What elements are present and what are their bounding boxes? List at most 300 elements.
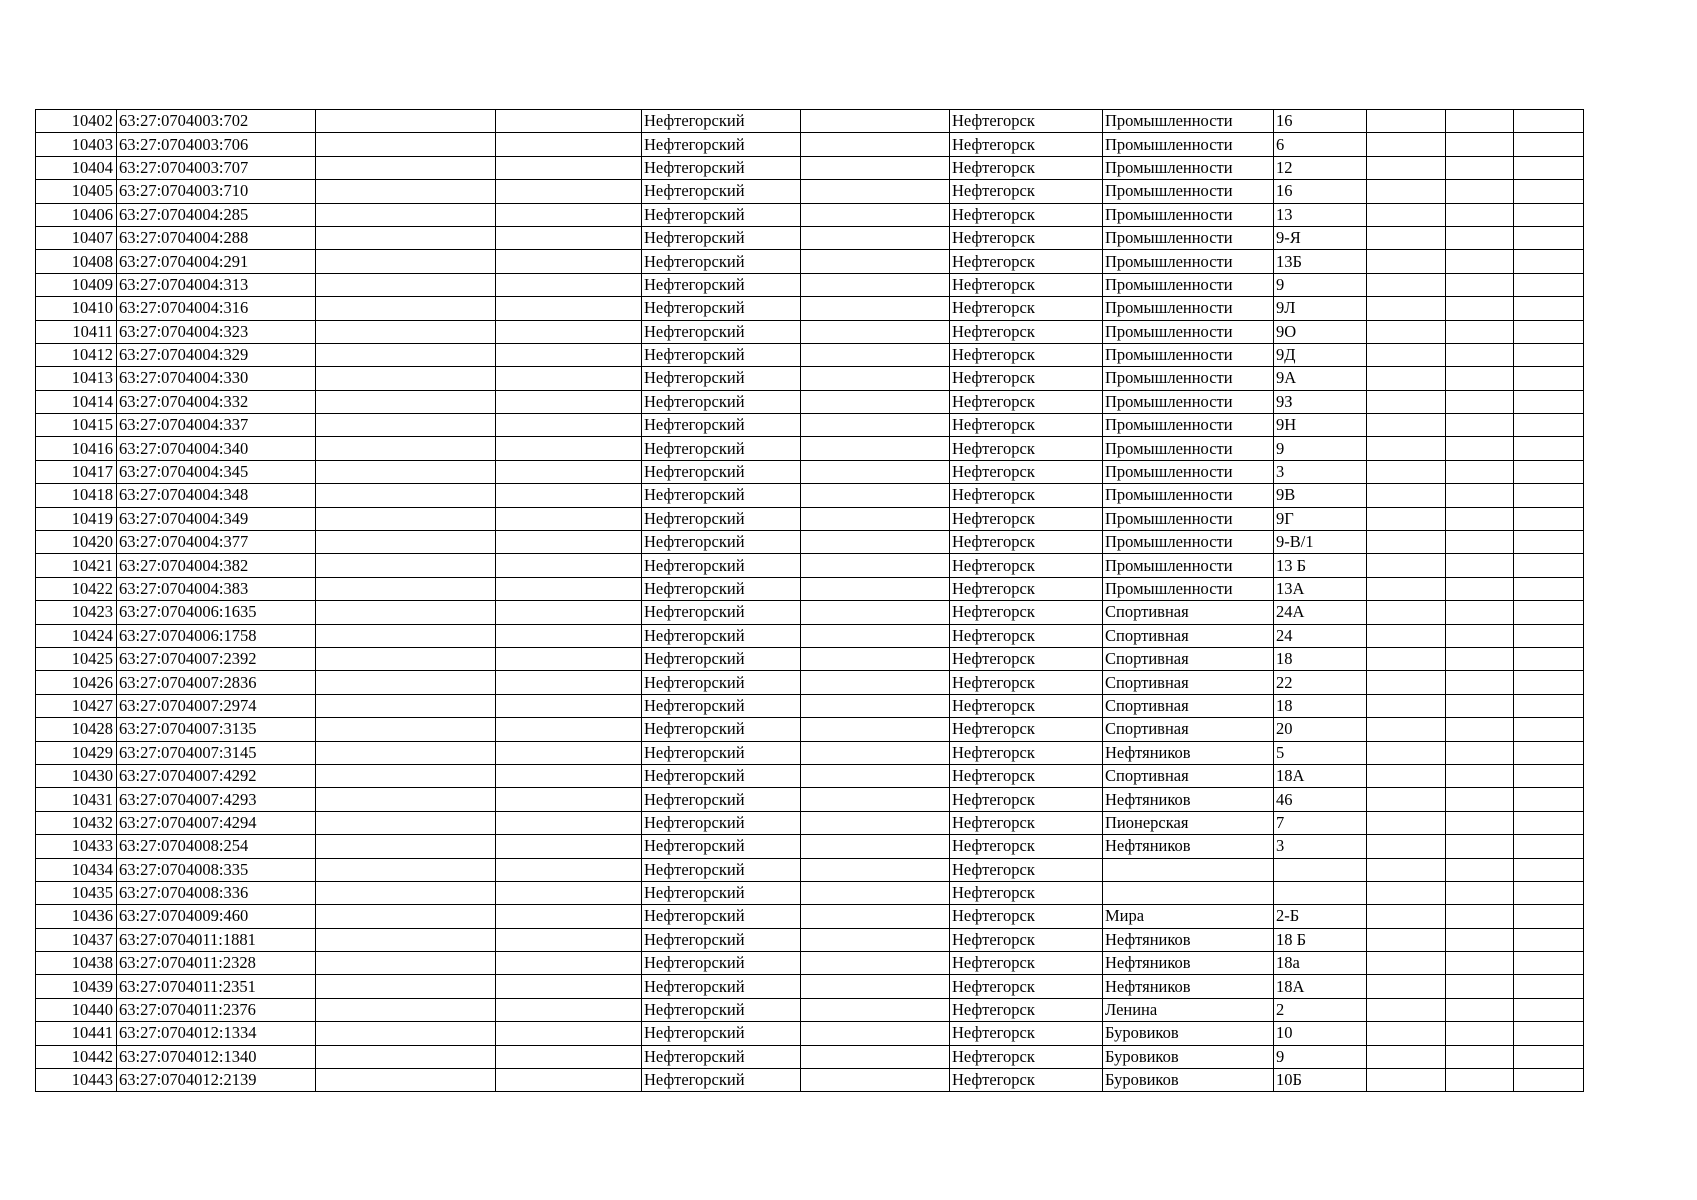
street-cell: Спортивная	[1103, 624, 1274, 647]
empty-cell	[496, 788, 642, 811]
record-number-cell: 10422	[36, 577, 117, 600]
street-cell: Промышленности	[1103, 156, 1274, 179]
street-cell: Промышленности	[1103, 484, 1274, 507]
district-cell: Нефтегорский	[642, 554, 801, 577]
street-cell: Спортивная	[1103, 671, 1274, 694]
district-cell: Нефтегорский	[642, 531, 801, 554]
empty-cell	[1446, 1069, 1514, 1092]
table-row	[36, 414, 1584, 437]
table-row	[36, 694, 1584, 717]
record-number-cell: 10433	[36, 835, 117, 858]
empty-cell	[316, 203, 496, 226]
empty-cell	[801, 110, 950, 133]
empty-cell	[1367, 531, 1446, 554]
city-cell: Нефтегорск	[950, 881, 1103, 904]
empty-cell	[316, 1045, 496, 1068]
city-cell: Нефтегорск	[950, 975, 1103, 998]
empty-cell	[1446, 718, 1514, 741]
empty-cell	[1514, 1022, 1584, 1045]
empty-cell	[1514, 531, 1584, 554]
cadastral-number-cell: 63:27:0704003:706	[117, 133, 316, 156]
empty-cell	[496, 320, 642, 343]
empty-cell	[1446, 414, 1514, 437]
empty-cell	[316, 671, 496, 694]
record-number-cell: 10425	[36, 647, 117, 670]
record-number-cell: 10417	[36, 460, 117, 483]
empty-cell	[1446, 297, 1514, 320]
empty-cell	[316, 858, 496, 881]
district-cell: Нефтегорский	[642, 226, 801, 249]
city-cell: Нефтегорск	[950, 390, 1103, 413]
district-cell: Нефтегорский	[642, 718, 801, 741]
empty-cell	[316, 1069, 496, 1092]
empty-cell	[496, 905, 642, 928]
house-number-cell: 12	[1274, 156, 1367, 179]
empty-cell	[1446, 273, 1514, 296]
record-number-cell: 10421	[36, 554, 117, 577]
table-row	[36, 367, 1584, 390]
cadastral-number-cell: 63:27:0704004:285	[117, 203, 316, 226]
empty-cell	[496, 928, 642, 951]
city-cell: Нефтегорск	[950, 952, 1103, 975]
house-number-cell: 5	[1274, 741, 1367, 764]
table-row	[36, 975, 1584, 998]
empty-cell	[496, 133, 642, 156]
empty-cell	[316, 624, 496, 647]
empty-cell	[1446, 647, 1514, 670]
empty-cell	[1514, 390, 1584, 413]
empty-cell	[1514, 203, 1584, 226]
street-cell: Нефтяников	[1103, 975, 1274, 998]
empty-cell	[801, 577, 950, 600]
district-cell: Нефтегорский	[642, 437, 801, 460]
empty-cell	[1367, 764, 1446, 787]
house-number-cell: 10Б	[1274, 1069, 1367, 1092]
empty-cell	[1514, 764, 1584, 787]
empty-cell	[1514, 226, 1584, 249]
empty-cell	[1446, 577, 1514, 600]
house-number-cell: 18	[1274, 694, 1367, 717]
empty-cell	[801, 226, 950, 249]
empty-cell	[1514, 133, 1584, 156]
empty-cell	[316, 156, 496, 179]
empty-cell	[801, 1022, 950, 1045]
empty-cell	[801, 484, 950, 507]
empty-cell	[1367, 460, 1446, 483]
empty-cell	[801, 437, 950, 460]
empty-cell	[801, 647, 950, 670]
empty-cell	[1514, 881, 1584, 904]
record-number-cell: 10440	[36, 998, 117, 1021]
cadastral-number-cell: 63:27:0704011:2328	[117, 952, 316, 975]
empty-cell	[1514, 1045, 1584, 1068]
district-cell: Нефтегорский	[642, 647, 801, 670]
record-number-cell: 10420	[36, 531, 117, 554]
record-number-cell: 10414	[36, 390, 117, 413]
house-number-cell: 16	[1274, 110, 1367, 133]
empty-cell	[496, 460, 642, 483]
city-cell: Нефтегорск	[950, 343, 1103, 366]
empty-cell	[1446, 998, 1514, 1021]
street-cell: Промышленности	[1103, 203, 1274, 226]
cadastral-number-cell: 63:27:0704012:2139	[117, 1069, 316, 1092]
empty-cell	[801, 203, 950, 226]
district-cell: Нефтегорский	[642, 835, 801, 858]
empty-cell	[1446, 601, 1514, 624]
empty-cell	[316, 343, 496, 366]
empty-cell	[801, 531, 950, 554]
house-number-cell: 18 Б	[1274, 928, 1367, 951]
record-number-cell: 10416	[36, 437, 117, 460]
empty-cell	[801, 390, 950, 413]
city-cell: Нефтегорск	[950, 320, 1103, 343]
record-number-cell: 10431	[36, 788, 117, 811]
table-row	[36, 484, 1584, 507]
empty-cell	[1446, 975, 1514, 998]
empty-cell	[1446, 835, 1514, 858]
table-row	[36, 110, 1584, 133]
district-cell: Нефтегорский	[642, 507, 801, 530]
empty-cell	[1514, 414, 1584, 437]
cadastral-number-cell: 63:27:0704004:340	[117, 437, 316, 460]
empty-cell	[316, 507, 496, 530]
record-number-cell: 10438	[36, 952, 117, 975]
district-cell: Нефтегорский	[642, 811, 801, 834]
empty-cell	[801, 624, 950, 647]
empty-cell	[496, 203, 642, 226]
house-number-cell: 46	[1274, 788, 1367, 811]
empty-cell	[1446, 928, 1514, 951]
empty-cell	[1367, 203, 1446, 226]
empty-cell	[1514, 905, 1584, 928]
empty-cell	[1446, 952, 1514, 975]
empty-cell	[1446, 320, 1514, 343]
empty-cell	[316, 180, 496, 203]
empty-cell	[1514, 788, 1584, 811]
street-cell: Спортивная	[1103, 764, 1274, 787]
district-cell: Нефтегорский	[642, 484, 801, 507]
empty-cell	[316, 577, 496, 600]
empty-cell	[1446, 133, 1514, 156]
district-cell: Нефтегорский	[642, 577, 801, 600]
empty-cell	[801, 694, 950, 717]
house-number-cell: 13А	[1274, 577, 1367, 600]
house-number-cell: 22	[1274, 671, 1367, 694]
empty-cell	[801, 1069, 950, 1092]
district-cell: Нефтегорский	[642, 694, 801, 717]
cadastral-number-cell: 63:27:0704011:2376	[117, 998, 316, 1021]
empty-cell	[496, 858, 642, 881]
empty-cell	[316, 250, 496, 273]
empty-cell	[1514, 273, 1584, 296]
record-number-cell: 10430	[36, 764, 117, 787]
cadastral-number-cell: 63:27:0704004:330	[117, 367, 316, 390]
empty-cell	[1514, 952, 1584, 975]
empty-cell	[1367, 297, 1446, 320]
table-row	[36, 811, 1584, 834]
empty-cell	[316, 905, 496, 928]
empty-cell	[1446, 507, 1514, 530]
street-cell: Промышленности	[1103, 250, 1274, 273]
house-number-cell: 2	[1274, 998, 1367, 1021]
empty-cell	[1514, 180, 1584, 203]
cadastral-number-cell: 63:27:0704004:288	[117, 226, 316, 249]
empty-cell	[1514, 811, 1584, 834]
street-cell: Ленина	[1103, 998, 1274, 1021]
empty-cell	[1514, 718, 1584, 741]
empty-cell	[801, 718, 950, 741]
record-number-cell: 10406	[36, 203, 117, 226]
table-row	[36, 133, 1584, 156]
city-cell: Нефтегорск	[950, 788, 1103, 811]
district-cell: Нефтегорский	[642, 110, 801, 133]
district-cell: Нефтегорский	[642, 273, 801, 296]
empty-cell	[1514, 577, 1584, 600]
table-row	[36, 671, 1584, 694]
empty-cell	[1446, 484, 1514, 507]
empty-cell	[496, 647, 642, 670]
cadastral-number-cell: 63:27:0704007:3145	[117, 741, 316, 764]
cadastral-number-cell: 63:27:0704003:707	[117, 156, 316, 179]
empty-cell	[496, 601, 642, 624]
street-cell: Нефтяников	[1103, 788, 1274, 811]
city-cell: Нефтегорск	[950, 764, 1103, 787]
empty-cell	[1367, 718, 1446, 741]
empty-cell	[1514, 741, 1584, 764]
empty-cell	[496, 1022, 642, 1045]
city-cell: Нефтегорск	[950, 671, 1103, 694]
district-cell: Нефтегорский	[642, 975, 801, 998]
street-cell: Буровиков	[1103, 1069, 1274, 1092]
city-cell: Нефтегорск	[950, 414, 1103, 437]
district-cell: Нефтегорский	[642, 952, 801, 975]
empty-cell	[1367, 110, 1446, 133]
empty-cell	[1514, 858, 1584, 881]
street-cell: Промышленности	[1103, 273, 1274, 296]
house-number-cell	[1274, 881, 1367, 904]
city-cell: Нефтегорск	[950, 531, 1103, 554]
cadastral-number-cell: 63:27:0704004:332	[117, 390, 316, 413]
house-number-cell: 7	[1274, 811, 1367, 834]
empty-cell	[801, 156, 950, 179]
cadastral-number-cell: 63:27:0704004:337	[117, 414, 316, 437]
district-cell: Нефтегорский	[642, 1022, 801, 1045]
empty-cell	[1446, 671, 1514, 694]
record-number-cell: 10412	[36, 343, 117, 366]
empty-cell	[1446, 694, 1514, 717]
empty-cell	[801, 858, 950, 881]
table-row	[36, 601, 1584, 624]
district-cell: Нефтегорский	[642, 624, 801, 647]
empty-cell	[316, 1022, 496, 1045]
empty-cell	[496, 390, 642, 413]
cadastral-number-cell: 63:27:0704007:3135	[117, 718, 316, 741]
empty-cell	[496, 718, 642, 741]
empty-cell	[1367, 741, 1446, 764]
empty-cell	[1446, 531, 1514, 554]
record-number-cell: 10441	[36, 1022, 117, 1045]
district-cell: Нефтегорский	[642, 343, 801, 366]
empty-cell	[1514, 110, 1584, 133]
empty-cell	[496, 250, 642, 273]
empty-cell	[496, 297, 642, 320]
street-cell: Промышленности	[1103, 367, 1274, 390]
empty-cell	[496, 764, 642, 787]
empty-cell	[1446, 881, 1514, 904]
cadastral-number-cell: 63:27:0704004:329	[117, 343, 316, 366]
street-cell: Промышленности	[1103, 320, 1274, 343]
cadastral-number-cell: 63:27:0704004:323	[117, 320, 316, 343]
table-row	[36, 390, 1584, 413]
cadastral-number-cell: 63:27:0704011:2351	[117, 975, 316, 998]
empty-cell	[316, 437, 496, 460]
empty-cell	[316, 647, 496, 670]
record-number-cell: 10402	[36, 110, 117, 133]
empty-cell	[801, 1045, 950, 1068]
empty-cell	[1514, 507, 1584, 530]
district-cell: Нефтегорский	[642, 741, 801, 764]
house-number-cell: 13	[1274, 203, 1367, 226]
empty-cell	[1367, 554, 1446, 577]
city-cell: Нефтегорск	[950, 1069, 1103, 1092]
district-cell: Нефтегорский	[642, 390, 801, 413]
empty-cell	[801, 975, 950, 998]
table-row	[36, 1022, 1584, 1045]
street-cell: Промышленности	[1103, 226, 1274, 249]
empty-cell	[1514, 554, 1584, 577]
city-cell: Нефтегорск	[950, 835, 1103, 858]
empty-cell	[1446, 741, 1514, 764]
table-row	[36, 460, 1584, 483]
empty-cell	[496, 437, 642, 460]
empty-cell	[1367, 250, 1446, 273]
empty-cell	[496, 998, 642, 1021]
record-number-cell: 10429	[36, 741, 117, 764]
record-number-cell: 10405	[36, 180, 117, 203]
empty-cell	[1367, 133, 1446, 156]
table-row	[36, 577, 1584, 600]
empty-cell	[316, 133, 496, 156]
district-cell: Нефтегорский	[642, 460, 801, 483]
empty-cell	[1367, 320, 1446, 343]
house-number-cell: 18А	[1274, 975, 1367, 998]
empty-cell	[801, 741, 950, 764]
table-row	[36, 858, 1584, 881]
house-number-cell: 9Н	[1274, 414, 1367, 437]
street-cell: Промышленности	[1103, 554, 1274, 577]
table-row	[36, 554, 1584, 577]
city-cell: Нефтегорск	[950, 694, 1103, 717]
empty-cell	[496, 367, 642, 390]
city-cell: Нефтегорск	[950, 601, 1103, 624]
record-number-cell: 10415	[36, 414, 117, 437]
house-number-cell: 10	[1274, 1022, 1367, 1045]
empty-cell	[496, 343, 642, 366]
record-number-cell: 10443	[36, 1069, 117, 1092]
city-cell: Нефтегорск	[950, 507, 1103, 530]
table-row	[36, 928, 1584, 951]
empty-cell	[1446, 156, 1514, 179]
empty-cell	[801, 905, 950, 928]
street-cell: Спортивная	[1103, 647, 1274, 670]
cadastral-number-cell: 63:27:0704007:2392	[117, 647, 316, 670]
record-number-cell: 10411	[36, 320, 117, 343]
house-number-cell: 9В	[1274, 484, 1367, 507]
empty-cell	[1446, 858, 1514, 881]
empty-cell	[1446, 437, 1514, 460]
empty-cell	[1367, 624, 1446, 647]
record-number-cell: 10427	[36, 694, 117, 717]
street-cell: Промышленности	[1103, 180, 1274, 203]
empty-cell	[1367, 343, 1446, 366]
empty-cell	[496, 531, 642, 554]
empty-cell	[1514, 297, 1584, 320]
empty-cell	[1367, 975, 1446, 998]
empty-cell	[801, 180, 950, 203]
record-number-cell: 10442	[36, 1045, 117, 1068]
cadastral-number-cell: 63:27:0704012:1340	[117, 1045, 316, 1068]
empty-cell	[496, 975, 642, 998]
record-number-cell: 10409	[36, 273, 117, 296]
house-number-cell: 9Л	[1274, 297, 1367, 320]
record-number-cell: 10432	[36, 811, 117, 834]
table-row	[36, 788, 1584, 811]
street-cell: Промышленности	[1103, 507, 1274, 530]
empty-cell	[496, 671, 642, 694]
table-row	[36, 1045, 1584, 1068]
empty-cell	[1514, 694, 1584, 717]
district-cell: Нефтегорский	[642, 764, 801, 787]
empty-cell	[1367, 1022, 1446, 1045]
street-cell: Спортивная	[1103, 718, 1274, 741]
empty-cell	[801, 671, 950, 694]
empty-cell	[1514, 460, 1584, 483]
city-cell: Нефтегорск	[950, 998, 1103, 1021]
house-number-cell: 24А	[1274, 601, 1367, 624]
house-number-cell: 9Д	[1274, 343, 1367, 366]
district-cell: Нефтегорский	[642, 203, 801, 226]
house-number-cell: 9	[1274, 437, 1367, 460]
street-cell	[1103, 858, 1274, 881]
city-cell: Нефтегорск	[950, 110, 1103, 133]
empty-cell	[801, 343, 950, 366]
empty-cell	[316, 484, 496, 507]
table-row	[36, 1069, 1584, 1092]
empty-cell	[1514, 928, 1584, 951]
house-number-cell: 18	[1274, 647, 1367, 670]
empty-cell	[316, 297, 496, 320]
cadastral-number-cell: 63:27:0704008:336	[117, 881, 316, 904]
cadastral-number-cell: 63:27:0704004:348	[117, 484, 316, 507]
empty-cell	[1514, 624, 1584, 647]
empty-cell	[1367, 881, 1446, 904]
empty-cell	[316, 741, 496, 764]
empty-cell	[801, 554, 950, 577]
house-number-cell: 18а	[1274, 952, 1367, 975]
empty-cell	[496, 741, 642, 764]
city-cell: Нефтегорск	[950, 484, 1103, 507]
cadastral-number-cell: 63:27:0704012:1334	[117, 1022, 316, 1045]
empty-cell	[316, 226, 496, 249]
empty-cell	[1446, 554, 1514, 577]
empty-cell	[496, 554, 642, 577]
cadastral-number-cell: 63:27:0704007:2974	[117, 694, 316, 717]
record-number-cell: 10434	[36, 858, 117, 881]
empty-cell	[801, 250, 950, 273]
street-cell: Промышленности	[1103, 531, 1274, 554]
empty-cell	[1446, 110, 1514, 133]
empty-cell	[1446, 390, 1514, 413]
